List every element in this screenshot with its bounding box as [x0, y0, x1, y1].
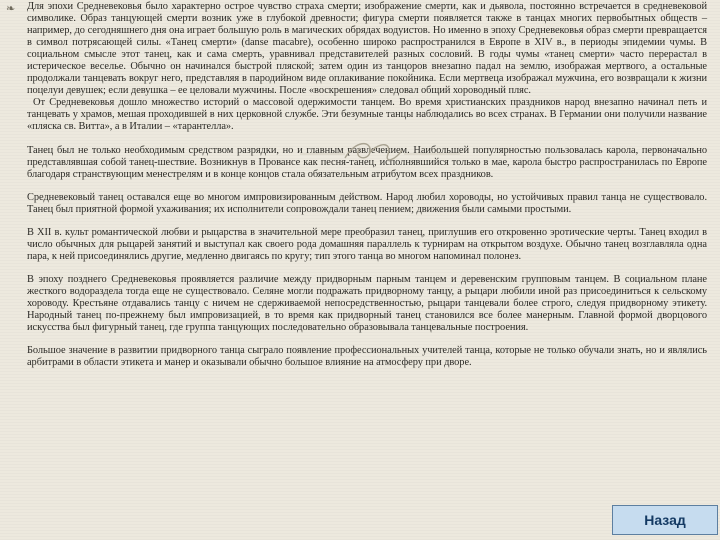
paragraph-dance-masters: Большое значение в развитии придворного танца сыграло появление профессиональных учителей танца, которые не только обучали знать, но и являлись арбитрами в области этикета и манер и оказывали обычно большое влияние на атмосферу при дворе.	[27, 345, 707, 369]
ornament-bullet-icon: ❧	[6, 3, 16, 15]
paragraph-dance-mania: От Средневековья дошло множество историй о массовой одержимости танцем. Во время христианских праздников народ внезапно начинал петь и танцевать у храмов, мешая проходившей в них церковной службе. Эти безумные танцы наблюдались во всех странах. В Германии они получили название «пляска св. Витта», а в Италии – «тарантелла».	[27, 97, 707, 133]
paragraph-chivalry: В XII в. культ романтической любви и рыцарства в значительной мере преобразил танец, приглушив его откровенно эротические черты. Танец входил в число обычных для рыцарей занятий и выступал как своего рода домашняя параллель к турнирам на открытом воздухе. Обычно танец возглавляла одна пара, к ней присоединялись другие, медленно двигаясь по кругу; тип этого танца во многом напоминал полонез.	[27, 226, 707, 262]
back-button[interactable]	[612, 505, 718, 535]
back-button-label: Назад	[644, 512, 686, 528]
paragraph-improvisation: Средневековый танец оставался еще во многом импровизированным действом. Народ любил хороводы, но устойчивых правил танца не существовало. Танец был приятной формой ухаживания; их исполнители сопровождали танец пением; движения были самыми простыми.	[27, 191, 707, 215]
paragraph-dance-of-death: Для эпохи Средневековья было характерно острое чувство страха смерти; изображение смерти, как и дьявола, постоянно встречается в средневековой символике. Образ танцующей смерти возник уже в глубокой древности; фигура смерти появляется также в танцах многих первобытных обществ – например, до сегодняшнего дня она играет большую роль в магических обрядах водуистов. Но именно в эпоху Средневековья образ смерти превращается в символ потрясающей силы. «Танец смерти» (danse macabre), особенно широко распространился в Европе в XIV в., в периоды эпидемии чумы. В социальном смысле этот танец, как и сама смерть, уравнивал представителей разных сословий. В годы чумы «танец смерти» часто перерастал в истерическое веселье. Обычно он начинался быстрой пляской; затем один из танцоров внезапно падал на землю, изображая мертвого, а остальные продолжали танцевать вокруг него, представляя в пародийном виде оплакивание покойника. Если мертвеца изображал мужчина, его возвращали к жизни поцелуи девушек; если девушка – ее целовали мужчины. После «воскрешения» следовал общий хороводный пляс.	[27, 1, 707, 97]
decorative-flourish-icon	[300, 136, 460, 166]
paragraph-late-middle-ages: В эпоху позднего Средневековья проявляется различие между придворным парным танцем и деревенским групповым танцем. В социальном плане жесткого водораздела тогда еще не существовало. Селяне могли подражать придворному танцу, а рыцари любили иной раз присоединиться к сельскому хороводу. Крестьяне отдавались танцу с ничем не сдерживаемой непосредственностью, рыцари танцевали более строго, следуя придворному этикету. Народный танец по-прежнему был импровизацией, в то время как придворный танец становился все более манерным. Главной формой дворцового искусства был фигурный танец, где группа танцующих последовательно образовывала танцевальные построения.	[27, 273, 707, 334]
main-text	[27, 1, 707, 380]
paragraph-carole: Танец был не только необходимым средством разрядки, но и главным развлечением. Наибольшей популярностью пользовалась карола, первоначально представлявшая собой танец-шествие. Возникнув в Провансе как песня-танец, исполнявшийся только в мае, карола быстро распространилась по Европе благодаря странствующим менестрелям и в конце концов стала обязательным атрибутом всех праздников.	[27, 144, 707, 180]
